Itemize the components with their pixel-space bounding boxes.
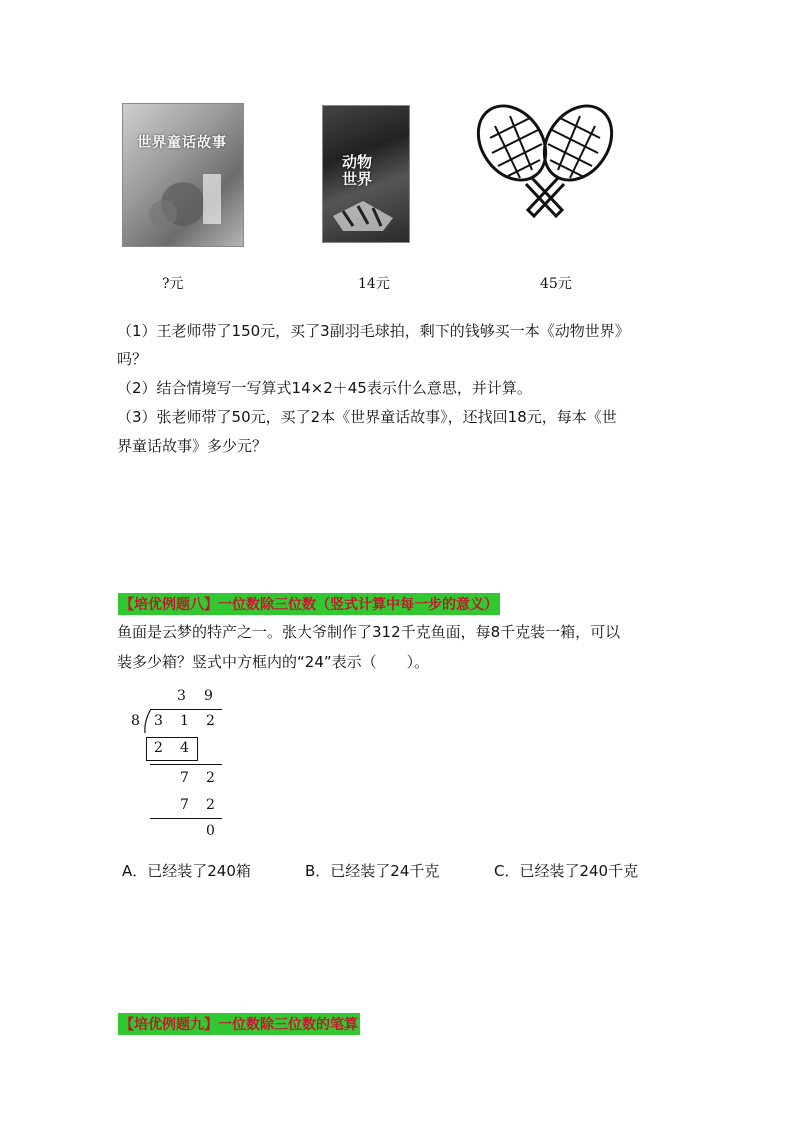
- book-title: 动物世界: [341, 153, 372, 188]
- step-digit: 7: [180, 770, 189, 786]
- divisor: 8: [131, 713, 140, 729]
- step-digit: 2: [206, 797, 215, 813]
- option-a[interactable]: A．已经装了240箱: [122, 862, 251, 880]
- division-bracket: [142, 708, 154, 734]
- question-3-line1: （3）张老师带了50元，买了2本《世界童话故事》，还找回18元，每本《世: [117, 408, 617, 426]
- dividend-digit: 1: [180, 713, 189, 729]
- fairy-tale-book-cover: [122, 103, 244, 247]
- price-racket: 45元: [540, 276, 572, 292]
- step-line: [150, 818, 222, 819]
- question-1-line2: 吗？: [117, 350, 148, 368]
- option-c[interactable]: C．已经装了240千克: [494, 862, 639, 880]
- question-3-line2: 界童话故事》多少元？: [117, 437, 268, 455]
- question-2: （2）结合情境写一写算式14×2＋45表示什么意思，并计算。: [117, 379, 532, 397]
- animal-world-book-cover: [322, 105, 410, 243]
- example-9-heading: 【培优例题九】一位数除三位数的笔算: [118, 1013, 360, 1035]
- example-8-line2: 装多少箱？竖式中方框内的“24”表示（ ）。: [117, 653, 430, 671]
- dividend-digit: 3: [154, 713, 163, 729]
- step-line: [150, 764, 222, 765]
- book-illustration: [123, 104, 243, 246]
- book-title: 世界童话故事: [137, 135, 227, 151]
- book-illustration: [323, 106, 409, 242]
- step-digit: 2: [206, 770, 215, 786]
- price-fairy-tale: ?元: [162, 276, 184, 292]
- step-digit: 7: [180, 797, 189, 813]
- option-b[interactable]: B．已经装了24千克: [305, 862, 440, 880]
- remainder: 0: [206, 823, 215, 839]
- dividend-digit: 2: [206, 713, 215, 729]
- price-animal-world: 14元: [358, 276, 390, 292]
- example-8-heading: 【培优例题八】一位数除三位数（竖式计算中每一步的意义）: [118, 593, 500, 615]
- badminton-racket-icon: [470, 98, 620, 220]
- question-1-line1: （1）王老师带了150元，买了3副羽毛球拍，剩下的钱够买一本《动物世界》: [117, 322, 630, 340]
- example-8-line1: 鱼面是云梦的特产之一。张大爷制作了312千克鱼面，每8千克装一箱，可以: [117, 623, 621, 641]
- step-digit: 2: [154, 740, 163, 756]
- division-bar: [150, 709, 222, 710]
- quotient-digit: 3: [177, 688, 186, 704]
- step-digit: 4: [180, 740, 189, 756]
- quotient-digit: 9: [204, 688, 213, 704]
